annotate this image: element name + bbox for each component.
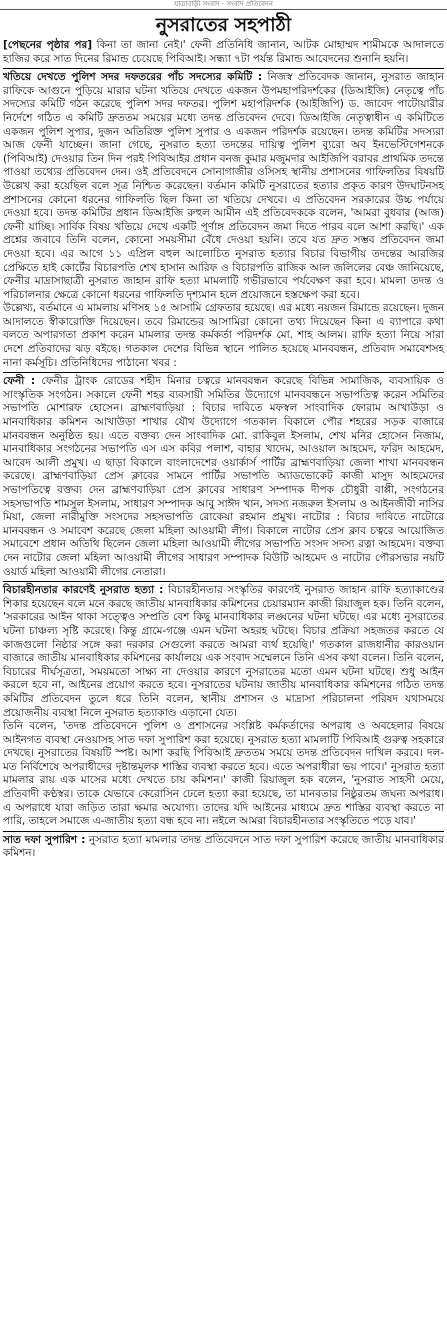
article-body (0, 39, 447, 861)
paragraph-text: তিনি বলেন, 'তদন্ত প্রতিবেদনে পুলিশ ও প্রশাসনের সংশ্লিষ্ট কর্মকর্তাদের অপরাধ ও অবহেলার বিষয়ে আইনগত ব্যবস্থা নেওয়াসহ সাত দফা সুপারিশ করা হয়েছে। নুসরাত হত্যা মামলাটি পিবিআই গুরুত্ব সহকারে দেখছে। নুসরাতের বিষয়টি স্পষ্ট। আশা করছি পিবিআই দ্রুততম সময়ে তদন্ত প্রতিবেদন দাখিল করবে। দল-মত নির্বিশেষে অপরাধীদের দৃষ্টান্তমূলক শাস্তির ব্যবস্থা করতে হবে। এতে অপরাধীরা ভয় পাবে।' নুসরাত হত্যা মামলার রায় এক মাসের মধ্যে দেখতে চায় কমিশন।' কাজী রিয়াজুল হক বলেন, 'নুসরাত সাহসী মেয়ে, প্রতিবাদী কণ্ঠস্বর। তাকে যেভাবে কেরোসিন ঢেলে হত্যা করা হয়েছে, তা মানবতার নিষ্ঠুরতম জঘন্য অপরাধ। এ অপরাধে যারা জড়িত তারা ক্ষমার অযোগ্য। তাদের যদি আইনের মাধ্যমে দ্রুত শাস্তির ব্যবস্থা করতে না পারি, তাহলে সমাজে এ-জাতীয় হত্যা বন্ধ হবে না। নইলে আমরা বিচারহীনতার সংস্কৃতিতে পড়ে যাব।' (3, 720, 444, 828)
paragraph-police-committee (3, 68, 444, 302)
paragraph-lead: ফেনী : (3, 375, 36, 388)
paragraph-text: নুসরাত হত্যা মামলার তদন্ত প্রতিবেদনে সাত দফা সুপারিশ করেছে জাতীয় মানবাধিকার কমিশন। (3, 833, 444, 860)
paragraph-lead: সাত দফা সুপারিশ : (3, 833, 86, 846)
paragraph-seven-points (3, 831, 444, 861)
paragraph-text: বিচারহীনতার সংস্কৃতির কারণেই নুসরাত জাহান রাফি হত্যাকাণ্ডের শিকার হয়েছেন বলে মনে করছে জাতীয় মানবাধিকার কমিশনের চেয়ারম্যান কাজী রিয়াজুল হক। তিনি বলেন, 'সরকারের আইন থাকা সত্ত্বেও সম্প্রতি বেশ কিছু মানবাধিকার লঙ্ঘনের ঘটনা ঘটছে। এর মধ্যে নুসরাতের ঘটনা চাঞ্চল্য সৃষ্টি করেছে। কিন্তু গ্রামে-গঞ্জে এমন ঘটনা অহরহ ঘটছে। বিচার প্রক্রিয়া সহজতর করতে যে কাজগুলো নিষ্ঠার সঙ্গে করা দরকার সেগুলো করতে আমরা ব্যর্থ হয়েছি।' গতকাল রাজধানীর কারওয়ান বাজারে জাতীয় মানবাধিকার কমিশনের কার্যালয়ে এক সংবাদ সম্মেলনে তিনি এসব কথা বলেন। তিনি বলেন, বিচারের দীর্ঘসূত্রতা, সময়মতো সাক্ষ্য না দেওয়ার কারণে নুসরাতের মতো এমন ঘটনা ঘটছে। শুধু আইন করলে হবে না, আইনের প্রয়োগ করতে হবে। নুসরাতের ঘটনায় জাতীয় মানবাধিকার কমিশনের গঠিত তদন্ত কমিটির প্রতিবেদন তুলে ধরে তিনি বলেন, স্থানীয় প্রশাসন ও মাদ্রাসা পরিচালনা পরিষদ যথাসময়ে প্রয়োজনীয় ব্যবস্থা নিলে নুসরাত হত্যাকাণ্ড এড়ানো যেত। (3, 584, 444, 719)
paragraph-text: ফেনীর ট্রাংক রোডের শহীদ মিনার চত্বরে মানববন্ধন করেছে বিভিন্ন সামাজিক, ব্যবসায়িক ও সাংস্কৃতিক সংগঠন। সকালে ফেনী শহর ব্যবসায়ী সমিতির উদ্যোগে মানববন্ধনে সভাপতিত্ব করেন সমিতির সভাপতি মোশারফ হোসেন। ব্রাহ্মণবাড়িয়া : বিচার দাবিতে মফস্বল সাংবাদিক ফোরাম আখাউড়া ও মানবাধিকার কমিশন আখাউড়া শাখার যৌথ উদ্যোগে গতকাল বিকালে পৌর শহরের সড়ক বাজারে মানববন্ধন অনুষ্ঠিত হয়। এতে বক্তব্য দেন সাংবাদিক মো. রাকিবুল ইসলাম, শেখ মনির হোসেন নিজাম, মানবাধিকার সংগঠনের সভাপতি এস এস কবির পলাশ, বাহার খাদেম, আওয়াল আহমেদ, ফরিদ আহমেদ, আবেদ আলী প্রমুখ। এ ছাড়া বিকালে বাংলাদেশের ওয়ার্কার্স পার্টির ব্রাহ্মণবাড়িয়া জেলা শাখা মানববন্ধন করেছে। ব্রাহ্মণবাড়িয়া প্রেস ক্লাবের সামনে পার্টির সভাপতি অ্যাডভোকেট কাজী মাসুদ আহমেদের সভাপতিত্বে বক্তব্য দেন ব্রাহ্মণবাড়িয়া প্রেস ক্লাবের সাধারণ সম্পাদক দীপক চৌধুরী বাপ্পী, সংগঠনের সহসভাপতি শামসুল ইসলাম, সাধারণ সম্পাদক আবু সাঈদ খান, সদস্য নজরুল ইসলাম ও আইনজীবী নাসির মিয়া, জেলা নারীমুক্তি সংসদের সহসভাপতি রোকেয়া রহমান প্রমুখ। নাটোর : বিচার দাবিতে নাটোরে মানববন্ধন ও সমাবেশ করেছে জেলা মহিলা আওয়ামী লীগ। বিকালে নাটোর প্রেস ক্লাব চত্বরে আয়োজিত সমাবেশে প্রধান অতিথি ছিলেন জেলা মহিলা আওয়ামী লীগের সভাপতি সংসদ সদস্য রত্না আহমেদ। বক্তব্য দেন নাটোর জেলা মহিলা আওয়ামী লীগের সাধারণ সম্পাদক বিউটি আহমেদ ও নাটোর পৌরসভার নয়টি ওয়ার্ড মহিলা আওয়ামী লীগের নেতারা। (3, 375, 445, 578)
paragraph-commission-quote (3, 720, 444, 829)
paragraph-text: নিজস্ব প্রতিবেদক জানান, নুসরাত জাহান রাফিকে আগুনে পুড়িয়ে মারার ঘটনা খতিয়ে দেখতে একজন উপমহাপরিদর্শকের (ডিআইজি) নেতৃত্বে পাঁচ সদস্যের কমিটি গঠন করেছে পুলিশ সদর দফতর। পুলিশ মহাপরিদর্শক (আইজিপি) ড. জাবেদ পাটোয়ারীর নির্দেশে গঠিত এ কমিটি দ্রুততম সময়ের মধ্যে তদন্ত প্রতিবেদন দেবে। ডিআইজি নেতৃত্বাধীন এ কমিটিতে একজন পুলিশ সুপার, দুজন অতিরিক্ত পুলিশ সুপার ও একজন পরিদর্শক রয়েছেন। তদন্ত কমিটির সদস্যরা আজ ফেনী যাচ্ছেন। জানা গেছে, নুসরাত হত্যা তদন্তের দায়িত্ব পুলিশ ব্যুরো অব ইনভেস্টিগেশনকে (পিবিআই) দেওয়ার তিন দিন পরই পিবিআইর প্রধান বনজ কুমার মজুমদার আইজিপি বরাবর প্রাথমিক তদন্তে পাওয়া তথ্যের প্রতিবেদন দেন। ওই প্রতিবেদনে সোনাগাজীর ওসিসহ স্থানীয় প্রশাসনের গাফিলতির বিষয়টি উল্লেখ করা হয়েছিল বলে সূত্র নিশ্চিত করেছেন। বর্তমান কমিটি নুসরাতের হত্যার প্রকৃত কারণ উদঘাটনসহ প্রশাসনের কোনো ধরনের গাফিলতি ছিল কিনা তা খতিয়ে দেখবে। এ প্রতিবেদন সরকারের উচ্চ পর্যায়ে দেওয়া হবে। তদন্ত কমিটির প্রধান ডিআইজি রুহুল আমীন এই প্রতিবেদককে বলেন, 'আমরা বুধবার (আজ) ফেনী যাচ্ছি। সার্বিক বিষয় খতিয়ে দেখে একটি পূর্ণাঙ্গ প্রতিবেদন জমা দিতে পারব বলে আশা করছি।' এক প্রশ্নের জবাবে তিনি বলেন, কোনো সময়সীমা বেঁধে দেওয়া হয়নি। তবে যত দ্রুত সম্ভব প্রতিবেদন জমা দেওয়া হবে। এর আগে ১১ এপ্রিল বহুল আলোচিত নুসরাত হত্যার বিচার বিভাগীয় তদন্তের আরজির প্রেক্ষিতে হাই কোর্টের বিচারপতি শেখ হাসান আরিফ ও বিচারপতি রাজিক আল জলিলের বেঞ্চ জানিয়েছে, ফেনীর মাদ্রাসাছাত্রী নুসরাত জাহান রাফি হত্যা মামলাটি গভীরভাবে পর্যবেক্ষণ করা হবে। মামলা তদন্ত ও পরিচালনার ক্ষেত্রে কোনো ধরনের গাফিলতি দৃশ্যমান হলে প্রয়োজনে হস্তক্ষেপ করা হবে। (3, 71, 444, 301)
article-headline: নুসরাতের সহপাঠী (155, 14, 292, 36)
paragraph-intro (3, 39, 444, 66)
top-clipped-strip: যাত্রাবাড়ী সংবাদ · সংবাদ প্রতিবেদন (0, 0, 447, 10)
paragraph-impunity (3, 581, 444, 720)
paragraph-lead: [পেছনের পৃষ্ঠার পর] (3, 39, 92, 51)
paragraph-feni (3, 372, 444, 579)
paragraph-lead: খতিয়ে দেখতে পুলিশ সদর দফতরের পাঁচ সদস্যের কমিটি : (3, 71, 262, 84)
paragraph-lead: বিচারহীনতার কারণেই নুসরাত হত্যা : (3, 584, 164, 597)
paragraph-arrests (3, 302, 444, 370)
paragraph-text: উল্লেখ্য, বর্তমানে এ মামলায় মণিসহ ১৫ আসামি গ্রেফতার হয়েছে। এর মধ্যে নয়জন রিমান্ডে রয়েছেন। দুজন আদালতে স্বীকারোক্তি দিয়েছেন। তবে রিমান্ডের আসামিরা কোনো তথ্য দিয়েছেন কিনা এ ব্যাপারে কথা বলতে অপারগতা প্রকাশ করেন মামলার তদন্ত কর্মকর্তা পরিদর্শক মো. শাহ আলম। রাফি হত্যা নিয়ে সারা দেশে প্রতিবাদের ঝড় বইছে। গতকাল দেশের বিভিন্ন স্থানে পালিত হয়েছে মানববন্ধন, প্রতিবাদ সমাবেশসহ নানা কর্মসূচি। প্রতিনিধিদের পাঠানো খবর : (3, 302, 444, 369)
paragraph-text: কিনা তা জানা নেই।' ফেনী প্রতিনিধি জানান, আটক মোহাম্মদ শামীমকে আদালতে হাজির করে সাত দিনের রিমান্ড চেয়েছে পিবিআই। সন্ধ্যা ৭টা পর্যন্ত রিমান্ড আবেদনের শুনানি হয়নি। (3, 39, 444, 65)
